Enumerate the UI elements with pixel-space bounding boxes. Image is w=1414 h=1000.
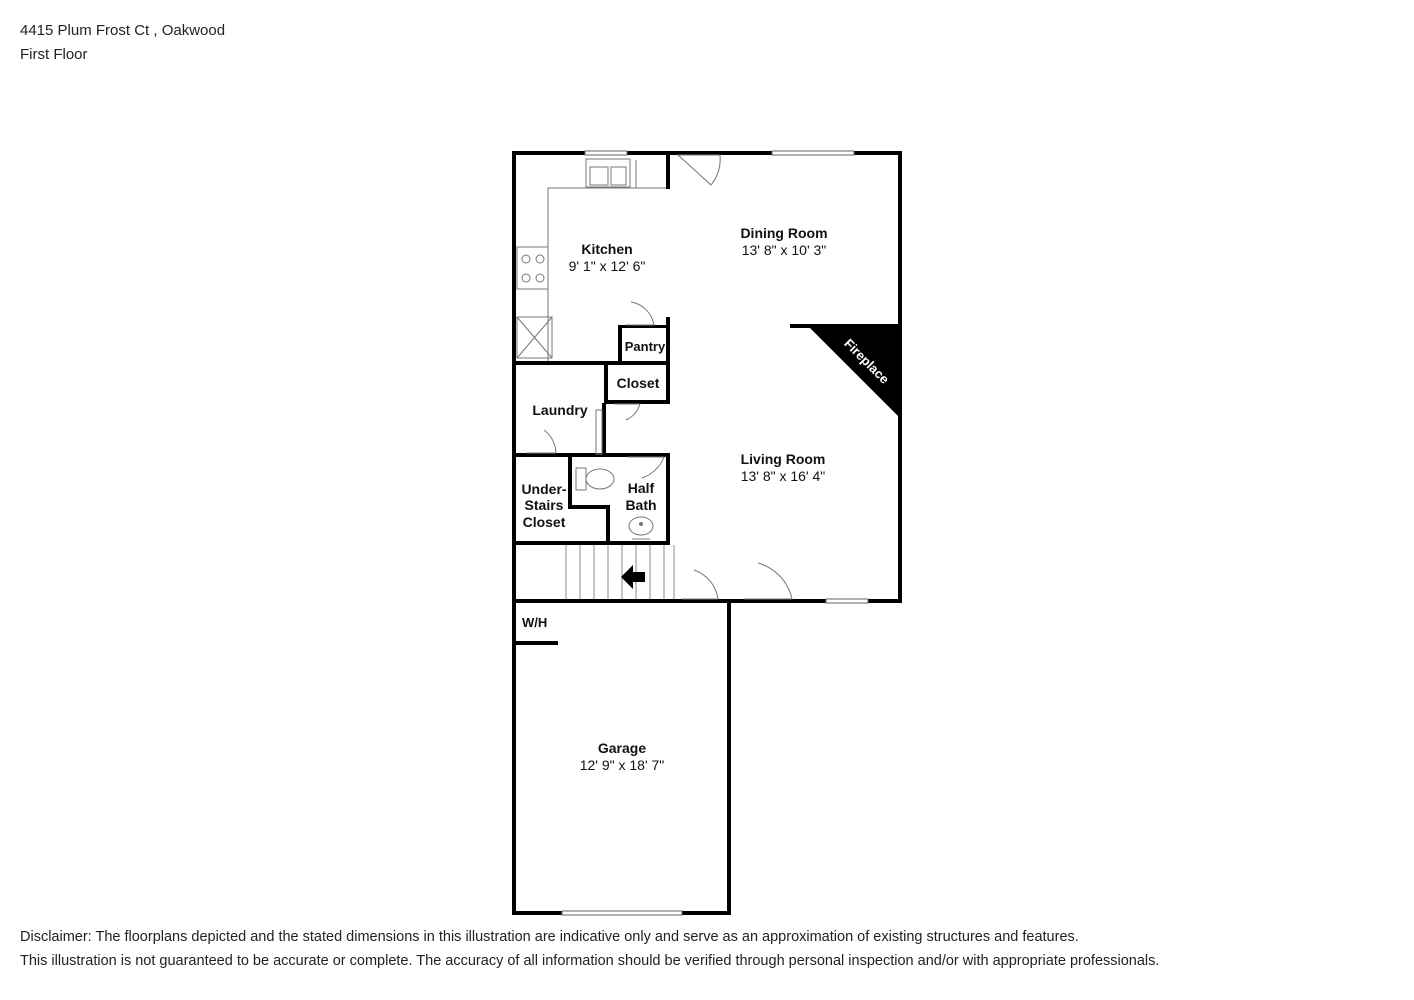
dining-room-label: Dining Room xyxy=(740,225,828,241)
room-labels xyxy=(521,225,827,773)
half-bath-label-line1: Half xyxy=(627,480,655,496)
closet-label: Closet xyxy=(616,375,660,391)
under-stairs-label-line2: Stairs xyxy=(524,497,564,513)
living-room-dims: 13' 8" x 16' 4" xyxy=(740,468,826,484)
laundry-label: Laundry xyxy=(532,402,588,418)
under-stairs-label-line3: Closet xyxy=(522,514,566,530)
property-address: 4415 Plum Frost Ct , Oakwood xyxy=(20,22,226,39)
stairs xyxy=(566,545,674,599)
pantry-label: Pantry xyxy=(624,339,666,354)
kitchen-label: Kitchen xyxy=(581,241,633,257)
half-bath-label-line2: Bath xyxy=(625,497,657,513)
living-room-label: Living Room xyxy=(740,451,826,467)
disclaimer-line-1: Disclaimer: The floorplans depicted and the stated dimensions in this illustration are indicative only and serve as an approximation of existing structures and features. xyxy=(20,929,1079,945)
dining-room-dims: 13' 8" x 10' 3" xyxy=(741,242,827,258)
floor-label: First Floor xyxy=(20,46,88,63)
disclaimer-line-2: This illustration is not guaranteed to be accurate or complete. The accuracy of all information should be verified through personal inspection and/or with appropriate professionals. xyxy=(20,953,1160,969)
water-heater-label: W/H xyxy=(522,615,548,630)
kitchen-dims: 9' 1" x 12' 6" xyxy=(568,258,646,274)
garage-label: Garage xyxy=(597,740,647,756)
fireplace-label: Fireplace xyxy=(841,335,893,387)
garage-dims: 12' 9" x 18' 7" xyxy=(579,757,665,773)
stairs-arrow-icon xyxy=(621,565,645,589)
under-stairs-label-line1: Under- xyxy=(521,481,567,497)
